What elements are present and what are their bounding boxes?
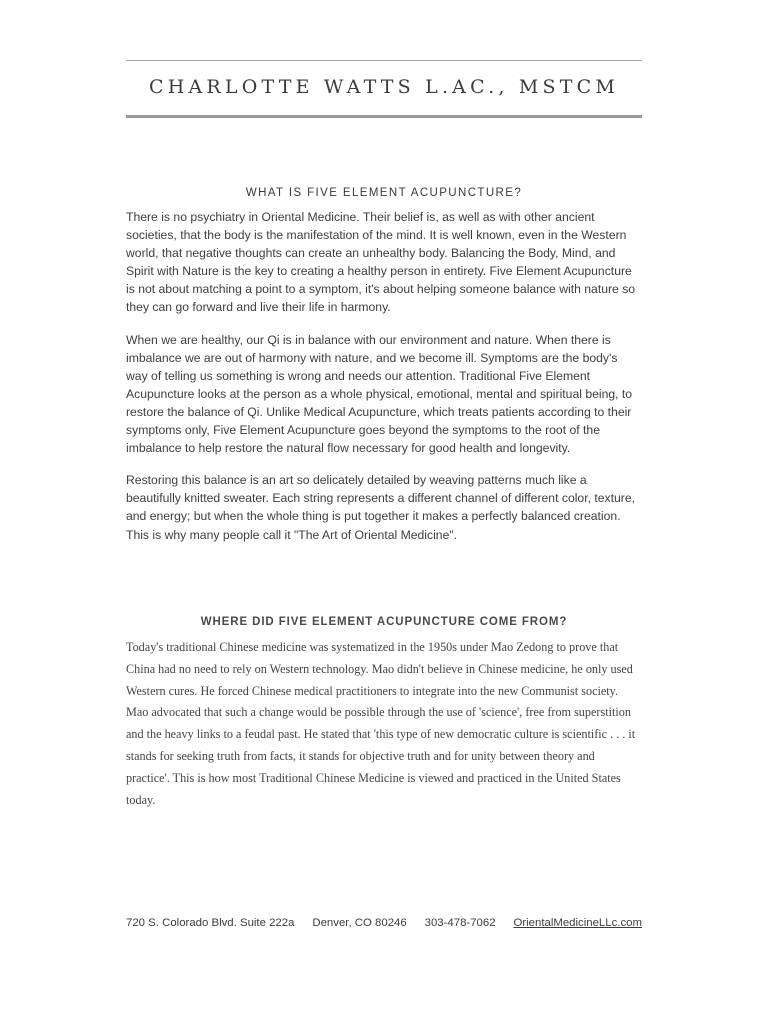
letterhead-bottom-rule <box>126 115 642 118</box>
letterhead-top-rule <box>126 60 642 61</box>
footer-city: Denver, CO 80246 <box>312 917 407 929</box>
paragraph: When we are healthy, our Qi is in balance with our environment and nature. When there is imbalance we are out of harmony with nature, and we become ill. Symptoms are the body's way of telling us something is wrong and needs our attention. Traditional Five Element Acupuncture looks at the person as a whole physical, emotional, mental and spiritual being, to restore the balance of Qi. Unlike Medical Acupuncture, which treats patients according to their symptoms only, Five Element Acupuncture goes beyond the symptoms to the root of the imbalance to help restore the natural flow necessary for good health and longevity. <box>126 332 633 456</box>
footer-phone: 303-478-7062 <box>424 917 496 929</box>
section-heading-what-is: WHAT IS FIVE ELEMENT ACUPUNCTURE? <box>245 187 523 199</box>
section-body-where-from <box>126 637 638 811</box>
letterhead-name: CHARLOTTE WATTS L.AC., MSTCM <box>148 76 620 98</box>
section-body-what-is <box>126 208 638 558</box>
footer-address: 720 S. Colorado Blvd. Suite 222a <box>126 917 295 929</box>
paragraph: Today's traditional Chinese medicine was systematized in the 1950s under Mao Zedong to prove that China had no need to rely on Western technology. Mao didn't believe in Chinese medicine, he only used Western cures. He forced Chinese medical practitioners to integrate into the new Communist society. Mao advocated that such a change would be possible through the use of 'science', free from superstition and the heavy links to a feudal past. He stated that 'this type of new democratic culture is scientific . . . it stands for seeking truth from facts, it stands for objective truth and for unity between theory and practice'. This is how most Traditional Chinese Medicine is viewed and practiced in the United States today. <box>126 640 636 807</box>
section-heading-where-from: WHERE DID FIVE ELEMENT ACUPUNCTURE COME FROM? <box>200 616 568 628</box>
footer <box>126 917 642 929</box>
footer-website-link[interactable]: OrientalMedicineLLc.com <box>513 917 642 929</box>
paragraph: Restoring this balance is an art so delicately detailed by weaving patterns much like a beautifully knitted sweater. Each string represents a different channel of different color, texture, and energy; but when the whole thing is put together it makes a perfectly balanced creation. This is why many people call it "The Art of Oriental Medicine". <box>126 473 636 542</box>
paragraph: There is no psychiatry in Oriental Medicine. Their belief is, as well as with other ancient societies, that the body is the manifestation of the mind. It is well known, even in the Western world, that negative thoughts can create an unhealthy body. Balancing the Body, Mind, and Spirit with Nature is the key to creating a healthy person in entirety. Five Element Acupuncture is not about matching a point to a symptom, it's about helping someone balance with nature so they can go forward and live their life in harmony. <box>126 210 636 315</box>
